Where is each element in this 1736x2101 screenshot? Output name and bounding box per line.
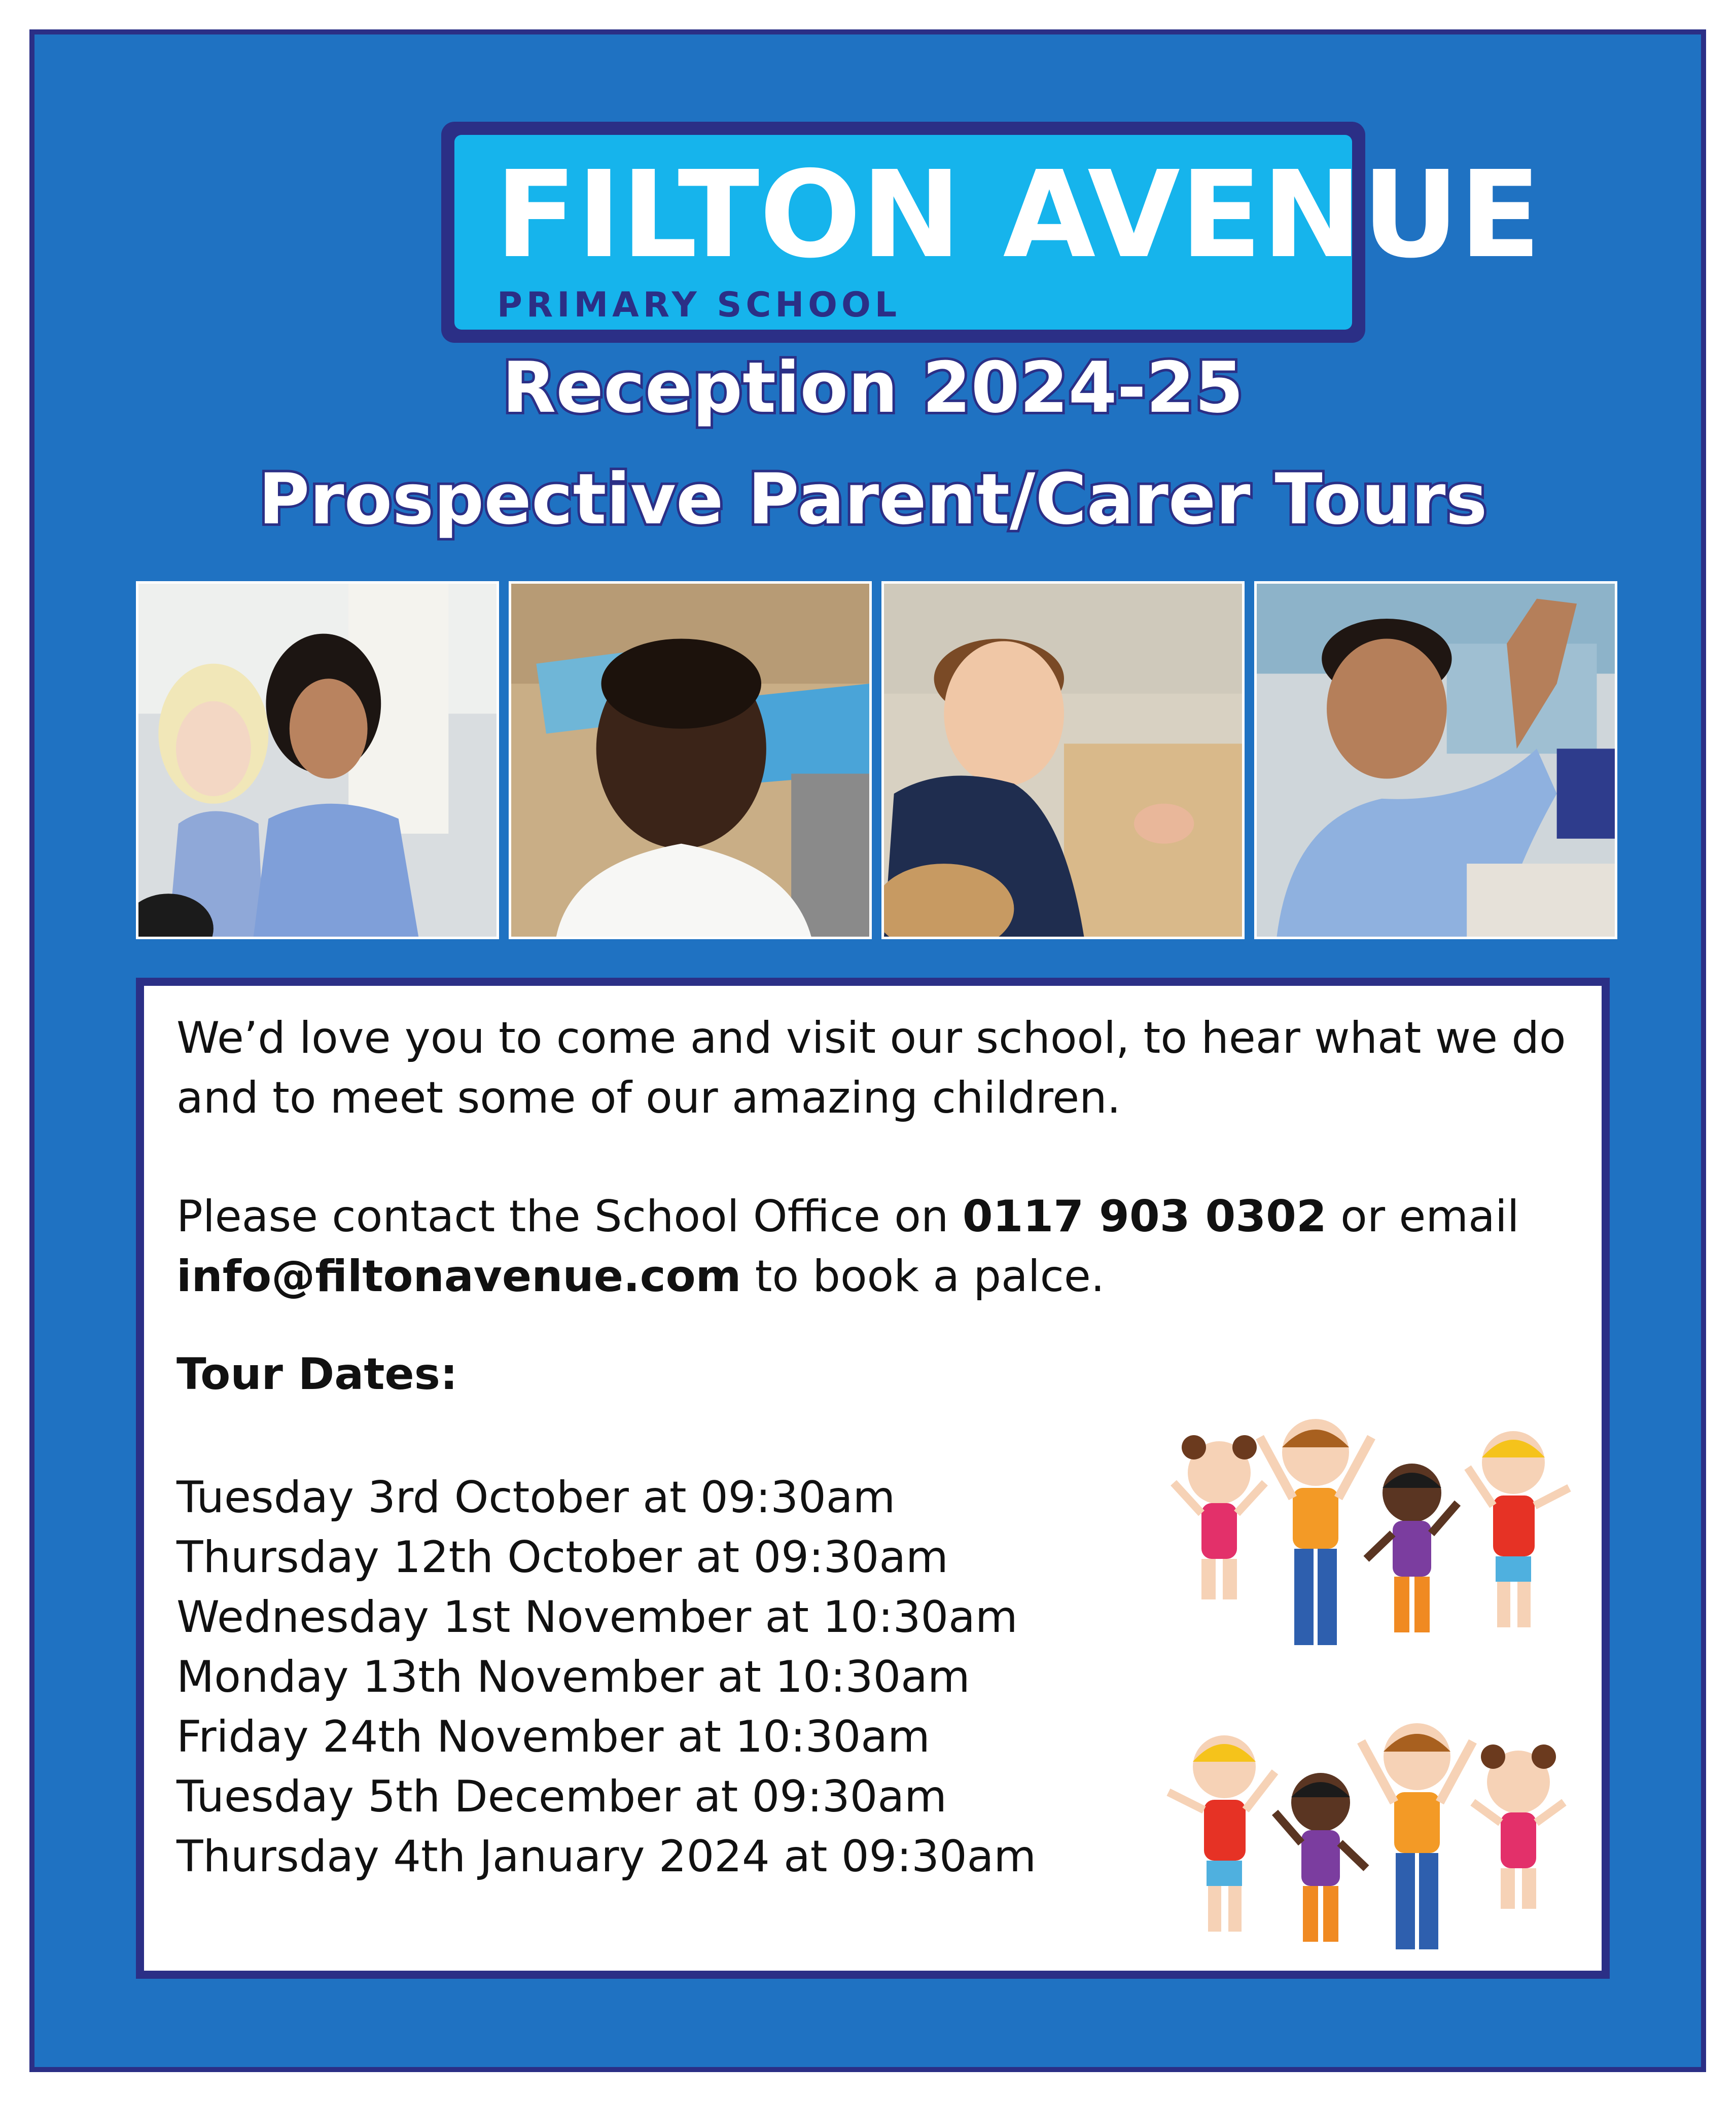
tour-dates-list — [176, 1468, 1036, 1886]
logo-subtitle: PRIMARY SCHOOL — [497, 285, 901, 325]
email-address: info@filtonavenue.com — [176, 1251, 741, 1302]
poster-frame — [29, 29, 1706, 2072]
tour-date: Thursday 4th January 2024 at 09:30am — [176, 1831, 1037, 1882]
jumping-kids-illustration-top — [1158, 1407, 1579, 1670]
jumping-kids-illustration-bottom — [1158, 1711, 1579, 1975]
photo-boy-raising-hand — [1254, 581, 1617, 939]
photo-boy-looking-up — [509, 581, 872, 939]
contact-paragraph — [176, 1187, 1586, 1306]
headline-line-2: Prospective Parent/Carer Tours — [258, 458, 1487, 540]
tour-date: Friday 24th November at 10:30am — [176, 1712, 930, 1762]
school-logo — [441, 122, 1541, 343]
tour-date: Monday 13th November at 10:30am — [176, 1652, 970, 1702]
headline-line-1: Reception 2024-25 — [502, 347, 1244, 429]
photo-two-girls — [136, 581, 499, 939]
tour-date: Tuesday 3rd October at 09:30am — [176, 1472, 896, 1523]
contact-middle: or email — [1326, 1191, 1519, 1242]
tour-dates-heading: Tour Dates: — [176, 1349, 458, 1400]
phone-number: 0117 903 0302 — [962, 1191, 1327, 1242]
contact-prefix: Please contact the School Office on — [176, 1191, 963, 1242]
tour-date: Thursday 12th October at 09:30am — [176, 1532, 948, 1583]
contact-suffix: to book a palce. — [741, 1251, 1105, 1302]
logo-title: FILTON AVENUE — [495, 145, 1541, 284]
info-panel — [136, 978, 1610, 1979]
tour-date: Tuesday 5th December at 09:30am — [176, 1771, 947, 1822]
tour-date: Wednesday 1st November at 10:30am — [176, 1592, 1018, 1643]
intro-paragraph: We’d love you to come and visit our school, to hear what we do and to meet some of our amazing children. — [176, 1013, 1566, 1123]
logo-panel — [454, 135, 1541, 330]
photo-boy-at-desk — [881, 581, 1245, 939]
